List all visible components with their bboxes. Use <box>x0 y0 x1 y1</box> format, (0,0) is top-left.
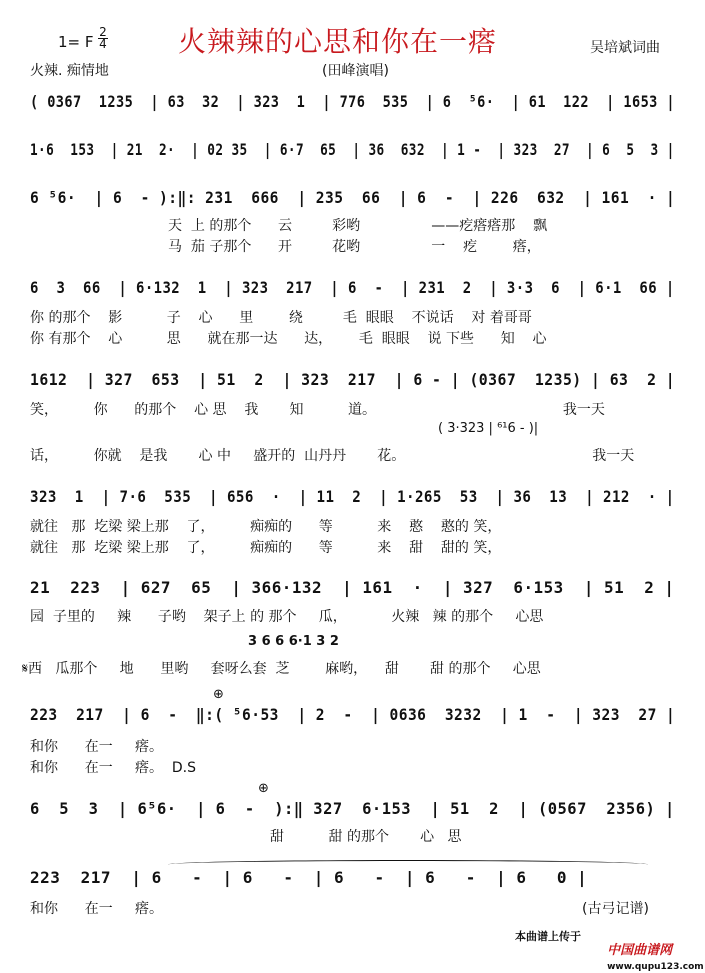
notation-line-4: 6 3 66 | 6·132 1 | 323 217 | 6 - | 231 2 | 3·3 6 | 6·1 66 | <box>30 278 675 297</box>
notation-line-3: 6 ⁵6· | 6 - ):‖: 231 666 | 235 66 | 6 - | 226 632 | 161 · | <box>30 188 676 207</box>
singer-credit: (田峰演唱) <box>322 63 389 79</box>
notation-line-10: 223 217 | 6 - | 6 - | 6 - | 6 - | 6 0 | <box>30 868 588 887</box>
score-line-1 <box>30 92 675 142</box>
notation-line-6: 323 1 | 7·6 535 | 656 · | 11 2 | 1·265 53 | 36 13 | 212 · | <box>30 487 675 506</box>
key-signature: 1= F <box>58 33 94 51</box>
composer-credit: 吴培斌词曲 <box>590 40 660 56</box>
time-signature <box>96 27 110 50</box>
score-line-2 <box>30 140 675 190</box>
lyric-line-6b: 就往 那 圪梁 梁上那 了， 痴痴的 等 来 甜 甜的 笑， <box>30 540 502 556</box>
song-title: 火辣辣的心思和你在一瘩 <box>178 25 498 58</box>
transcriber-credit: (古弓记谱) <box>582 901 649 917</box>
lyric-line-7a: 园 子里的 辣 子哟 架子上 的 那个 瓜， 火辣 辣 的那个 心思 <box>30 609 544 625</box>
site-logo-url: www.qupu123.com <box>607 962 704 972</box>
variant-notation: 3 6 6 6·1 3 2 <box>248 634 339 649</box>
notation-line-7: 21 223 | 627 65 | 366·132 | 161 · | 327 6·153 | 51 2 | <box>30 578 675 597</box>
lyric-line-4a: 你 的那个 影 子 心 里 绕 毛 眼眼 不说话 对 着哥哥 <box>30 310 532 326</box>
site-logo[interactable] <box>598 924 704 973</box>
interlude-notation: ( 3·323 | ⁶¹6 - )| <box>438 421 539 436</box>
lyric-line-8b: 和你 在一 瘩。 D.S <box>30 760 196 776</box>
lyric-line-5a: 笑， 你 的那个 心 思 我 知 道。 我一天 <box>30 402 605 418</box>
lyric-line-5b: 话， 你就 是我 心 中 盛开的 山丹丹 花。 我一天 <box>30 448 635 464</box>
lyric-line-10a: 和你 在一 瘩。 <box>30 901 163 917</box>
notation-line-5: 1612 | 327 653 | 51 2 | 323 217 | 6 - | (0367 1235) | 63 2 | <box>30 370 676 389</box>
notation-line-9: 6 5 3 | 6⁵6· | 6 - ):‖ 327 6·153 | 51 2 | (0567 2356) | <box>30 799 675 818</box>
notation-line-2: 1·6 153 | 21 2· | 02 35 | 6·7 65 | 36 632 | 1 - | 323 27 | 6 5 3 | <box>30 140 675 159</box>
notation-line-8: 223 217 | 6 - ‖:( ⁵6·53 | 2 - | 0636 3232 | 1 - | 323 27 | <box>30 705 676 724</box>
tie-long <box>168 860 648 869</box>
performance-style: 火辣. 痴情地 <box>30 63 109 79</box>
lyric-line-3a: 天 上 的那个 云 彩哟 ——疙瘩瘩那 飘 <box>168 218 548 234</box>
lyric-line-7b: 𝄋西 瓜那个 地 里哟 套呀么套 芝 麻哟， 甜 甜 的那个 心思 <box>22 661 541 677</box>
coda-mark-2: ⊕ <box>258 781 269 796</box>
site-logo-text: 中国曲谱网 <box>607 943 673 958</box>
notation-line-1: ( 0367 1235 | 63 32 | 323 1 | 776 535 | 6 ⁵6· | 61 122 | 1653 | <box>30 92 675 111</box>
time-denominator: 4 <box>99 37 107 51</box>
upload-note: 本曲谱上传于 <box>515 930 581 943</box>
lyric-line-9a: 甜 甜 的那个 心 思 <box>270 829 462 845</box>
coda-mark-1: ⊕ <box>213 687 224 702</box>
lyric-line-8a: 和你 在一 瘩。 <box>30 739 163 755</box>
lyric-line-3b: 马 茄 子那个 开 花哟 一 疙 瘩， <box>168 239 541 255</box>
lyric-line-6a: 就往 那 圪梁 梁上那 了， 痴痴的 等 来 憨 憨的 笑， <box>30 519 502 535</box>
time-numerator: 2 <box>99 25 107 39</box>
lyric-line-4b: 你 有那个 心 思 就在那一达 达， 毛 眼眼 说 下些 知 心 <box>30 331 547 347</box>
